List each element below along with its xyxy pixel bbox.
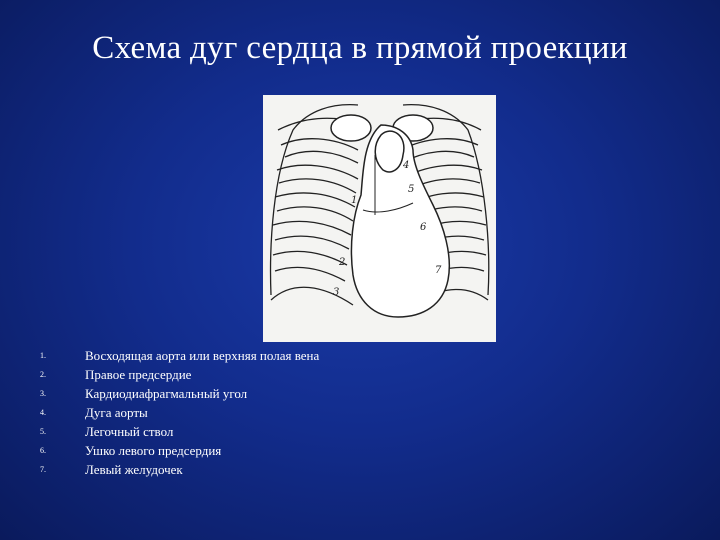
list-text: Кардиодиафрагмальный угол <box>85 386 248 401</box>
list-number: 2. <box>40 370 46 379</box>
list-text: Правое предсердие <box>85 367 192 382</box>
figure-label-3: 3 <box>333 287 340 298</box>
list-number: 7. <box>40 465 46 474</box>
figure-label-2: 2 <box>339 257 346 268</box>
list-text: Левый желудочек <box>85 462 183 477</box>
heart-arcs-diagram <box>263 95 496 342</box>
figure-label-6: 6 <box>420 222 427 233</box>
list-number: 1. <box>40 351 46 360</box>
list-number: 6. <box>40 446 46 455</box>
figure-label-7: 7 <box>435 265 442 276</box>
list-item <box>40 403 319 422</box>
list-item <box>40 441 319 460</box>
list-text: Легочный ствол <box>85 424 174 439</box>
chest-xray-sketch <box>263 95 496 342</box>
list-number: 3. <box>40 389 46 398</box>
figure-label-4: 4 <box>403 160 410 171</box>
list-item <box>40 365 319 384</box>
slide-title: Схема дуг сердца в прямой проекции <box>92 30 628 66</box>
list-text: Дуга аорты <box>85 405 148 420</box>
list-item <box>40 460 319 479</box>
list-item <box>40 346 319 365</box>
list-text: Ушко левого предсердия <box>85 443 222 458</box>
list-number: 5. <box>40 427 46 436</box>
legend-list <box>40 346 319 479</box>
figure-label-1: 1 <box>351 195 358 206</box>
list-item <box>40 422 319 441</box>
list-item <box>40 384 319 403</box>
list-number: 4. <box>40 408 46 417</box>
figure-label-5: 5 <box>408 184 415 195</box>
list-text: Восходящая аорта или верхняя полая вена <box>85 348 320 363</box>
